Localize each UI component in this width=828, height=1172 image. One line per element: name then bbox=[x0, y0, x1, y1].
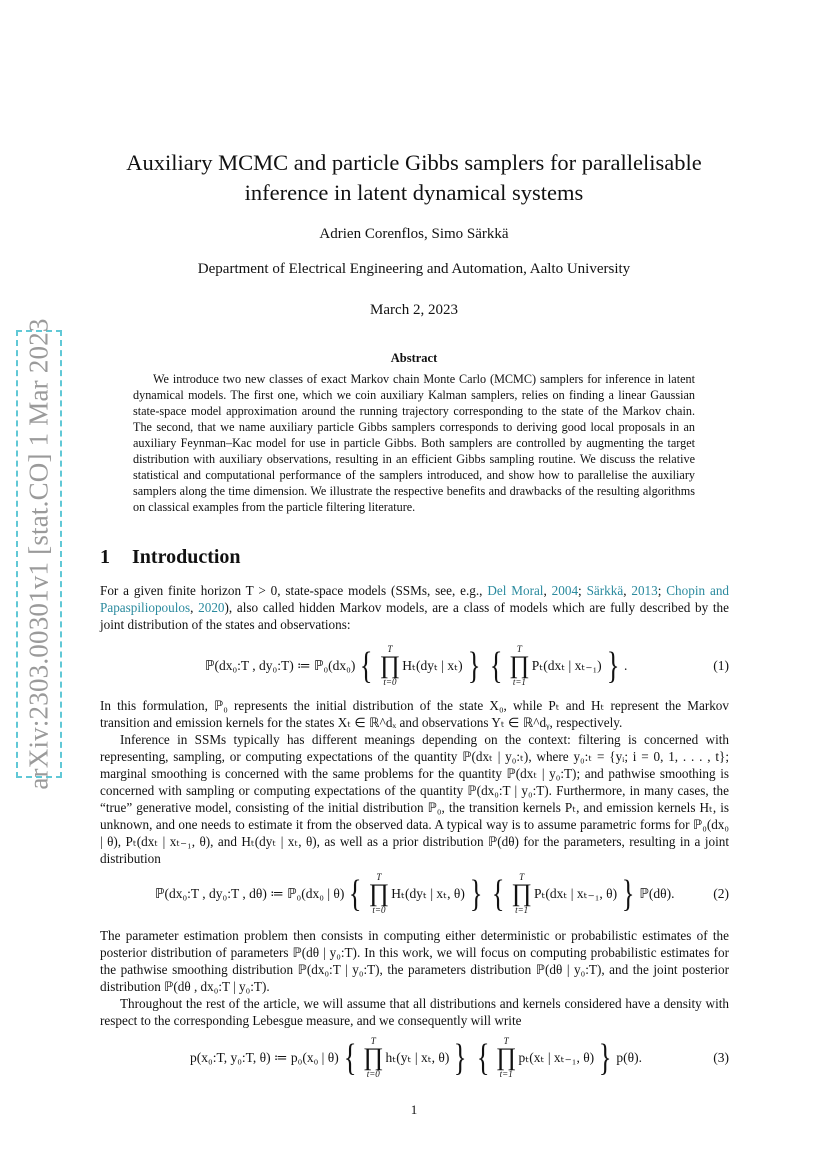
eq1-tail: . bbox=[623, 658, 628, 673]
date: March 2, 2023 bbox=[370, 302, 458, 318]
product-operator bbox=[511, 873, 532, 915]
eq2-tail: ℙ(dθ). bbox=[639, 886, 675, 901]
citation-del-moral-year[interactable]: 2004 bbox=[551, 583, 579, 598]
product-symbol: ∏ bbox=[362, 1044, 384, 1071]
product-symbol: ∏ bbox=[379, 652, 401, 679]
eq2-term-1: Hₜ(dyₜ | xₜ, θ) bbox=[391, 886, 465, 901]
prod-lower-limit: t=1 bbox=[515, 905, 529, 915]
left-brace: { bbox=[343, 1037, 357, 1079]
abstract-body: We introduce two new classes of exact Markov chain Monte Carlo (MCMC) samplers for inference in latent dynamical models. The first one, which we coin auxiliary Kalman samplers, relies on finding a linear Gaussian state-space model approximation around the running trajectory corresponding to the state of the Markov chain. The second, that we name auxiliary particle Gibbs samplers corresponds to deriving good local proposals in an auxiliary Feynman–Kac model for use in particle Gibbs. Both samplers are controlled by augmenting the target distribution with auxiliary observations, resulting in an efficient Gibbs sampling routine. We discuss the relative statistical and computational performance of the samplers introduced, and show how to parallelise the auxiliary samplers along the time dimension. We illustrate the respective benefits and drawbacks of the resulting algorithms on classical examples from the particle filtering literature. bbox=[133, 372, 695, 514]
equation-1 bbox=[100, 638, 729, 694]
p1-sep-1: , bbox=[543, 583, 552, 598]
eq1-term-2: Pₜ(dxₜ | xₜ₋₁) bbox=[531, 658, 602, 673]
left-brace: { bbox=[360, 645, 373, 687]
product-operator bbox=[509, 645, 530, 687]
eq1-term-1: Hₜ(dyₜ | xₜ) bbox=[402, 658, 463, 673]
section-title: Introduction bbox=[132, 546, 241, 568]
prod-lower-limit: t=1 bbox=[512, 677, 526, 687]
prod-upper-limit: T bbox=[503, 1036, 509, 1046]
equation-3-body bbox=[190, 1030, 642, 1086]
eq3-lhs: p(x₀:T, y₀:T, θ) ≔ p₀(x₀ | θ) bbox=[190, 1050, 339, 1065]
equation-2-body bbox=[155, 866, 674, 922]
intro-paragraph-2: In this formulation, ℙ₀ represents the initial distribution of the state X₀, while Pₜ and Hₜ represent the Markov transition and emission kernels for the states Xₜ ∈ ℝ^dₓ and observations Yₜ ∈ ℝ^dᵧ, respectively. bbox=[100, 698, 729, 730]
prod-upper-limit: T bbox=[376, 872, 382, 882]
title-line-2: inference in latent dynamical systems bbox=[244, 180, 584, 205]
equation-3-number: (3) bbox=[713, 1050, 729, 1065]
equation-1-body bbox=[205, 638, 627, 694]
arxiv-stamp[interactable] bbox=[16, 318, 62, 790]
product-symbol: ∏ bbox=[511, 880, 532, 907]
left-brace: { bbox=[489, 645, 503, 687]
p1-text-a: For a given finite horizon T > 0, state-space models (SSMs, see, e.g., bbox=[100, 583, 488, 598]
right-brace: } bbox=[454, 1037, 467, 1079]
product-operator bbox=[496, 1037, 517, 1079]
equation-3 bbox=[100, 1030, 729, 1086]
intro-paragraph-4: The parameter estimation problem then consists in computing either deterministic or probabilistic estimates of the posterior distribution of parameters ℙ(dθ | y₀:T). In this work, we will focus on computing probabilistic estimates for the pathwise smoothing distribution ℙ(dx₀:T | y₀:T), the parameters distribution ℙ(dθ | y₀:T), and the joint posterior distribution ℙ(dθ , dx₀:T | y₀:T). bbox=[100, 928, 729, 994]
prod-upper-limit: T bbox=[516, 644, 522, 654]
intro-paragraph-1 bbox=[100, 582, 729, 633]
p1-sep-2: ; bbox=[578, 583, 587, 598]
intro-paragraph-5: Throughout the rest of the article, we will assume that all distributions and kernels considered have a density with respect to the corresponding Lebesgue measure, and we consequently will write bbox=[100, 996, 729, 1028]
p1-sep-4: ; bbox=[657, 583, 667, 598]
prod-upper-limit: T bbox=[387, 644, 393, 654]
right-brace: } bbox=[467, 645, 481, 687]
right-brace: } bbox=[606, 645, 620, 687]
left-brace: { bbox=[476, 1037, 490, 1079]
prod-lower-limit: t=0 bbox=[366, 1069, 380, 1079]
equation-2-number: (2) bbox=[713, 886, 729, 901]
prod-upper-limit: T bbox=[370, 1036, 376, 1046]
right-brace: } bbox=[469, 873, 483, 915]
p1-sep-3: , bbox=[623, 583, 632, 598]
title-line-1: Auxiliary MCMC and particle Gibbs samplers for parallelisable bbox=[126, 150, 702, 175]
section-number: 1 bbox=[100, 546, 110, 568]
eq3-term-2: pₜ(xₜ | xₜ₋₁, θ) bbox=[518, 1050, 595, 1065]
product-operator bbox=[369, 873, 390, 915]
product-symbol: ∏ bbox=[509, 652, 530, 679]
eq2-lhs: ℙ(dx₀:T , dy₀:T , dθ) ≔ ℙ₀(dx₀ | θ) bbox=[155, 886, 345, 901]
prod-lower-limit: t=0 bbox=[372, 905, 386, 915]
authors: Adrien Corenflos, Simo Särkkä bbox=[319, 226, 509, 242]
page-number: 1 bbox=[410, 1102, 418, 1117]
affiliation: Department of Electrical Engineering and Automation, Aalto University bbox=[197, 261, 631, 277]
left-brace: { bbox=[491, 873, 505, 915]
eq3-term-1: hₜ(yₜ | xₜ, θ) bbox=[385, 1050, 450, 1065]
section-heading bbox=[100, 546, 241, 569]
paper-title bbox=[70, 148, 758, 208]
prod-lower-limit: t=0 bbox=[383, 677, 397, 687]
product-symbol: ∏ bbox=[495, 1044, 517, 1071]
arxiv-identifier: arXiv:2303.00301v1 [stat.CO] 1 Mar 2023 bbox=[23, 318, 54, 790]
citation-sarkka[interactable]: Särkkä bbox=[586, 583, 624, 598]
equation-1-number: (1) bbox=[713, 658, 729, 673]
citation-chopin[interactable]: Chopin and Papaspiliopoulos bbox=[100, 583, 730, 615]
product-operator bbox=[380, 645, 401, 687]
left-brace: { bbox=[349, 873, 362, 915]
product-symbol: ∏ bbox=[368, 880, 390, 907]
eq1-lhs: ℙ(dx₀:T , dy₀:T) ≔ ℙ₀(dx₀) bbox=[205, 658, 356, 673]
right-brace: } bbox=[598, 1037, 612, 1079]
intro-paragraph-3: Inference in SSMs typically has different meanings depending on the context: filtering is concerned with representing, sampling, or computing expectations of the quantity ℙ(dxₜ | y₀:ₜ), where y₀:ₜ = {yᵢ; i = 0, 1, . . . , t}; marginal smoothing is concerned with the same problems for the quantity ℙ(dxₜ | y₀:T); and pathwise smoothing is concerned with sampling or computing expectations of the quantity ℙ(dx₀:T | y₀:T). Furthermore, in many cases, the “true” generative model, consisting of the initial distribution ℙ₀, the transition kernels Pₜ, and emission kernels Hₜ, is unknown, and one needs to estimate it from the observed data. A typical way is to assume parametric forms for ℙ₀(dx₀ | θ), Pₜ(dxₜ | xₜ₋₁, θ), and Hₜ(dyₜ | xₜ, θ), as well as a prior distribution ℙ(dθ) for the parameters, resulting in a joint distribution bbox=[100, 732, 729, 866]
p1-text-b: ), also called hidden Markov models, are a class of models which are fully described by the joint distribution of the states and observations: bbox=[100, 600, 729, 632]
abstract-heading: Abstract bbox=[390, 351, 438, 365]
citation-del-moral[interactable]: Del Moral bbox=[487, 583, 544, 598]
eq3-tail: p(θ). bbox=[616, 1050, 643, 1065]
citation-chopin-year[interactable]: 2020 bbox=[198, 600, 225, 615]
prod-upper-limit: T bbox=[519, 872, 525, 882]
p1-sep-5: , bbox=[190, 600, 199, 615]
prod-lower-limit: t=1 bbox=[499, 1069, 513, 1079]
product-operator bbox=[363, 1037, 384, 1079]
citation-sarkka-year[interactable]: 2013 bbox=[631, 583, 658, 598]
right-brace: } bbox=[621, 873, 635, 915]
equation-2 bbox=[100, 866, 729, 922]
eq2-term-2: Pₜ(dxₜ | xₜ₋₁, θ) bbox=[533, 886, 618, 901]
